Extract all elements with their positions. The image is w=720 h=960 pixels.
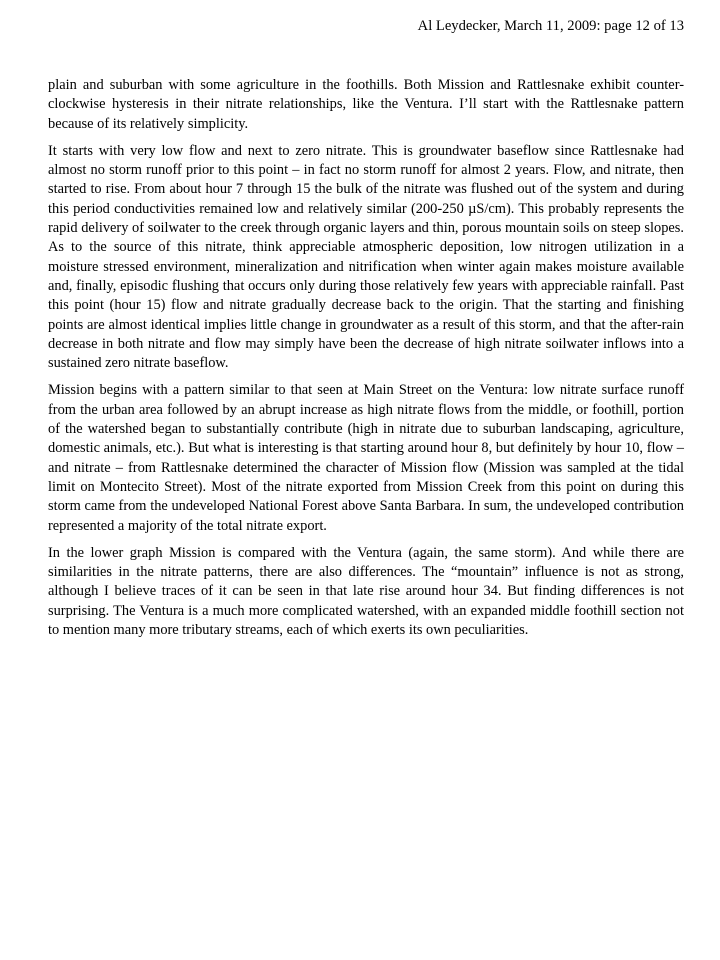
- paragraph: It starts with very low flow and next to zero nitrate. This is groundwater baseflow since Rattlesnake had almost no storm runoff prior to this point – in fact no storm runoff for almost 2 years. Flow, and nitrate, then started to rise. From about hour 7 through 15 the bulk of the nitrate was flushed out of the system and during this period conductivities remained low and relatively similar (200-250 µS/cm). This probably represents the rapid delivery of soilwater to the creek through organic layers and thin, porous mountain soils on steep slopes. As to the source of this nitrate, think appreciable atmospheric deposition, low nitrogen utilization in a moisture stressed environment, mineralization and nitrification when winter again makes moisture available and, finally, episodic flushing that occurs only during those relatively few years with appreciable rainfall. Past this point (hour 15) flow and nitrate gradually decrease back to the origin. That the starting and finishing points are almost identical implies little change in groundwater as a result of this storm, and that the after-rain decrease in both nitrate and flow may simply have been the decrease of high nitrate soilwater inflows into a sustained zero nitrate baseflow.: [48, 142, 684, 372]
- paragraph: Mission begins with a pattern similar to that seen at Main Street on the Ventura: low nitrate surface runoff from the urban area followed by an abrupt increase as high nitrate flows from the middle, or foothill, portion of the watershed began to substantially contribute (high in nitrate due to suburban landscaping, agriculture, domestic animals, etc.). But what is interesting is that starting around hour 8, but definitely by hour 10, flow – and nitrate – from Rattlesnake determined the character of Mission flow (Mission was sampled at the tidal limit on Montecito Street). Most of the nitrate exported from Mission Creek from this point on during this storm came from the undeveloped National Forest above Santa Barbara. In sum, the undeveloped contribution represented a majority of the total nitrate export.: [48, 382, 684, 534]
- body-text: [48, 76, 684, 648]
- paragraph: In the lower graph Mission is compared with the Ventura (again, the same storm). And while there are similarities in the nitrate patterns, there are also differences. The “mountain” influence is not as strong, although I believe traces of it can be seen in that late rise around hour 34. But finding differences is not surprising. The Ventura is a much more complicated watershed, with an expanded middle foothill section not to mention many more tributary streams, each of which exerts its own peculiarities.: [48, 544, 684, 639]
- paragraph: plain and suburban with some agriculture in the foothills. Both Mission and Rattlesnake exhibit counter-clockwise hysteresis in their nitrate relationships, like the Ventura. I’ll start with the Rattlesnake pattern because of its relatively simplicity.: [48, 77, 684, 132]
- page-header: Al Leydecker, March 11, 2009: page 12 of 13: [417, 18, 684, 34]
